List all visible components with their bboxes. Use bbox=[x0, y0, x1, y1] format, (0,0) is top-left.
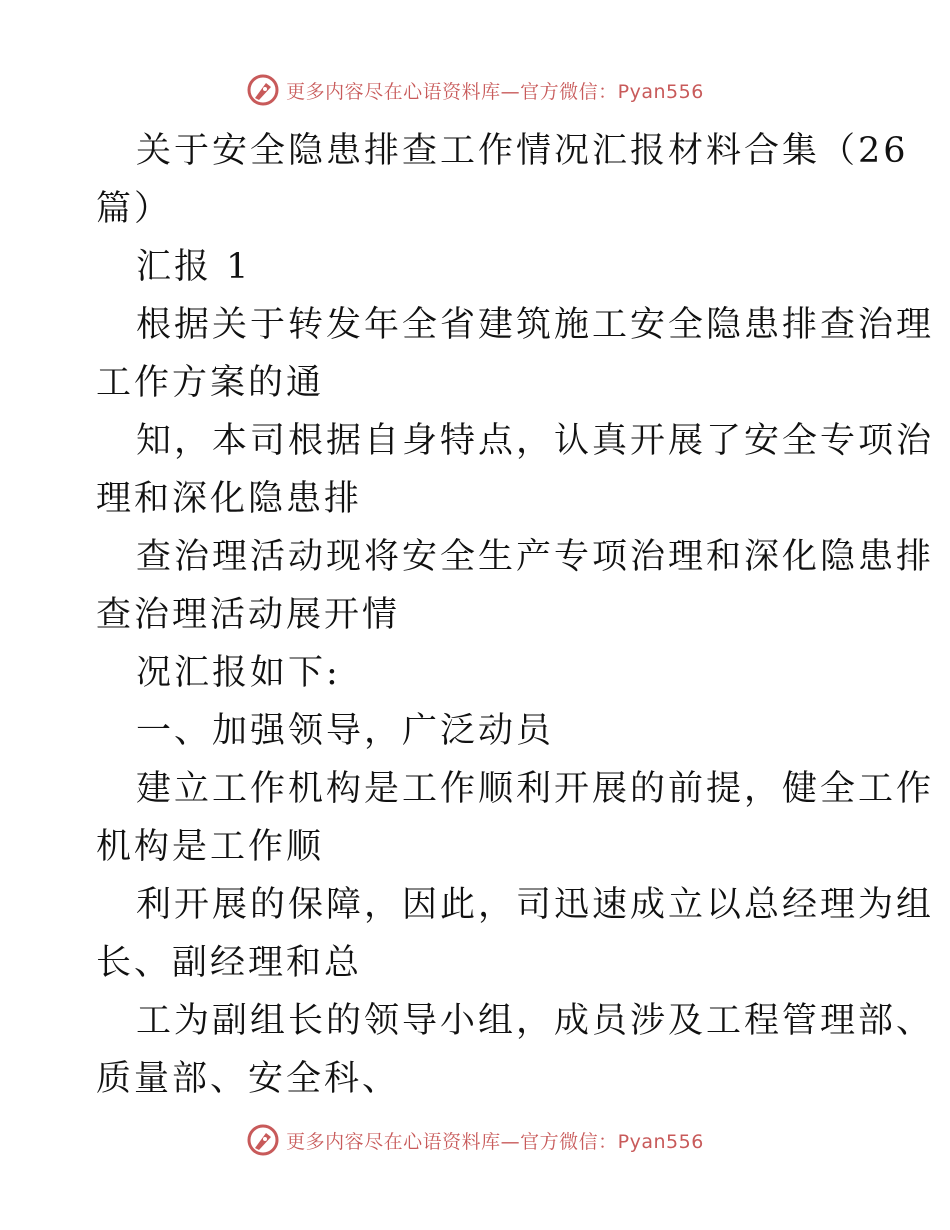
watermark-header bbox=[0, 70, 950, 110]
text-line: 关于安全隐患排查工作情况汇报材料合集（26 bbox=[136, 131, 909, 171]
document-body bbox=[96, 122, 935, 1108]
text-line: 查治理活动现将安全生产专项治理和深化隐患排 bbox=[136, 537, 935, 577]
text-line: 根据关于转发年全省建筑施工安全隐患排查治理 bbox=[136, 305, 935, 345]
text-line: 机构是工作顺 bbox=[96, 827, 325, 867]
text-line: 理和深化隐患排 bbox=[96, 479, 363, 519]
text-line: 篇） bbox=[96, 189, 173, 229]
text-line: 工作方案的通 bbox=[96, 363, 325, 403]
watermark-footer bbox=[0, 1120, 950, 1160]
text-line: 利开展的保障，因此，司迅速成立以总经理为组 bbox=[136, 885, 935, 925]
text-line: 质量部、安全科、 bbox=[96, 1059, 401, 1099]
text-line: 一、加强领导，广泛动员 bbox=[136, 711, 555, 751]
text-line: 长、副经理和总 bbox=[96, 943, 363, 983]
text-line: 建立工作机构是工作顺利开展的前提，健全工作 bbox=[136, 769, 935, 809]
text-line: 工为副组长的领导小组，成员涉及工程管理部、 bbox=[136, 1001, 935, 1041]
watermark-text: 更多内容尽在心语资料库—官方微信：Pyan556 bbox=[286, 80, 704, 103]
text-line: 查治理活动展开情 bbox=[96, 595, 401, 635]
text-line: 汇报 1 bbox=[136, 247, 252, 287]
text-line: 况汇报如下: bbox=[136, 653, 341, 693]
pen-nib-circle-icon bbox=[246, 1123, 280, 1157]
text-line: 知，本司根据自身特点，认真开展了安全专项治 bbox=[136, 421, 935, 461]
watermark-text: 更多内容尽在心语资料库—官方微信：Pyan556 bbox=[286, 1130, 704, 1153]
pen-nib-circle-icon bbox=[246, 73, 280, 107]
